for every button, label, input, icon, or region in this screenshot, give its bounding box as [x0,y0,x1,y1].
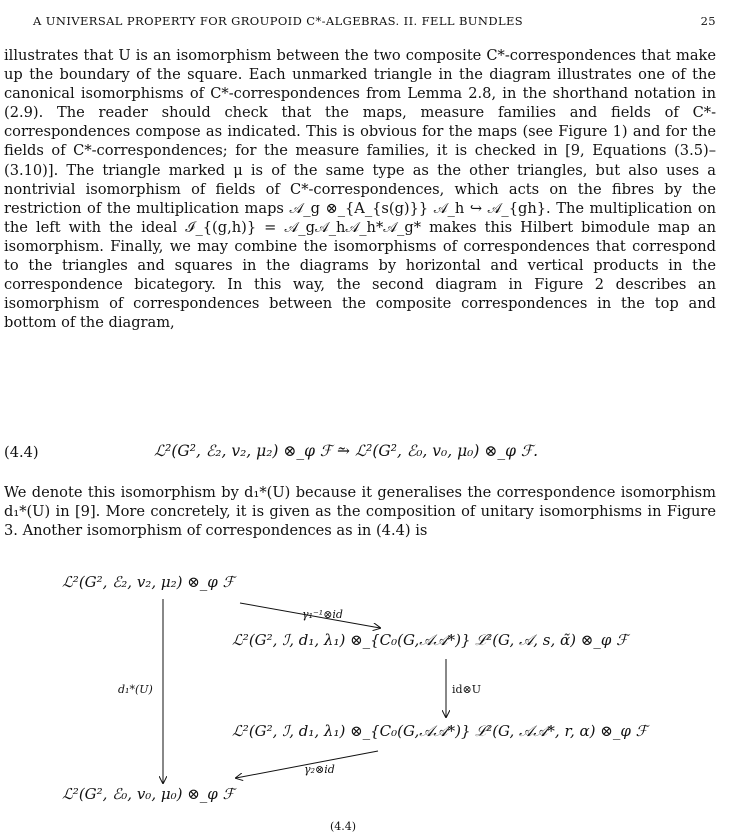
paragraph-2-text: We denote this isomorphism by d₁*(U) because it generalises the correspondence isomorphism d₁*(U) in [9]. More concretely, it is given as the composition of unitary isomorphisms in Figure 3. Another isomorphism of correspondences as in (4.4) is [4,484,716,540]
arrow-mid-label: id⊗U [452,683,482,696]
display-equation [4,442,716,464]
arrow-bottom-label: γ₂⊗id [304,763,335,776]
diagram-node-mid2: ℒ²(G², ℐ, d₁, λ₁) ⊗_{C₀(G,𝒜𝒜*)} ℒ²(G, 𝒜𝒜*, r, α) ⊗_φ ℱ [232,722,648,740]
page-number: 25 [700,14,716,28]
commutative-diagram [0,565,734,831]
diagram-node-top: ℒ²(G², ℰ₂, v₂, μ₂) ⊗_φ ℱ [62,573,235,591]
equation-body: ℒ²(G², ℰ₂, v₂, μ₂) ⊗_φ ℱ ⥲ ℒ²(G², ℰ₀, v₀, μ₀) ⊗_φ ℱ. [154,442,538,460]
running-header [0,14,734,34]
arrow-left-label: d₁*(U) [118,683,153,696]
running-title: A UNIVERSAL PROPERTY FOR GROUPOID C*-ALGEBRAS. II. FELL BUNDLES [33,14,524,28]
paragraph-1 [4,46,716,332]
diagram-arrows [0,565,734,831]
figure-caption-fragment: (4.4) [330,820,357,833]
diagram-node-bottom: ℒ²(G², ℰ₀, v₀, μ₀) ⊗_φ ℱ [62,785,235,803]
paragraph-1-text: illustrates that U is an isomorphism between the two composite C*-correspondences that make up the boundary of the square. Each unmarked triangle in the diagram illustrates one of the canonical isomorphisms of C*-correspondences from Lemma 2.8, in the shorthand notation in (2.9). The reader should check that the maps, measure families and fields of C*-correspondences compose as indicated. This is obvious for the maps (see Figure 1) and for the fields of C*-correspondences; for the measure families, it is checked in [9, Equations (3.5)–(3.10)]. The triangle marked μ is of the same type as the other triangles, but also uses a nontrivial isomorphism of fields of C*-correspondences, which acts on the fibres by the restriction of the multiplication maps 𝒜_g ⊗_{A_{s(g)}} 𝒜_h ↪ 𝒜_{gh}. The multiplication on the left with the ideal ℐ_{(g,h)} = 𝒜_g𝒜_h𝒜_h*𝒜_g* makes this Hilbert bimodule map an isomorphism. Finally, we may combine the isomorphisms of correspondences that correspond to the triangles and squares in the diagrams by horizontal and vertical products in the correspondence bicategory. In this way, the second diagram in Figure 2 describes an isomorphism of correspondences between the composite correspondences in the top and bottom of the diagram, [4,47,716,332]
arrow-top-label: γ₁⁻¹⊗id [302,608,343,621]
diagram-node-mid1: ℒ²(G², ℐ, d₁, λ₁) ⊗_{C₀(G,𝒜𝒜*)} ℒ²(G, 𝒜, s, α̃) ⊗_φ ℱ [232,631,628,649]
equation-number: (4.4) [4,444,39,461]
paragraph-2 [4,483,716,540]
